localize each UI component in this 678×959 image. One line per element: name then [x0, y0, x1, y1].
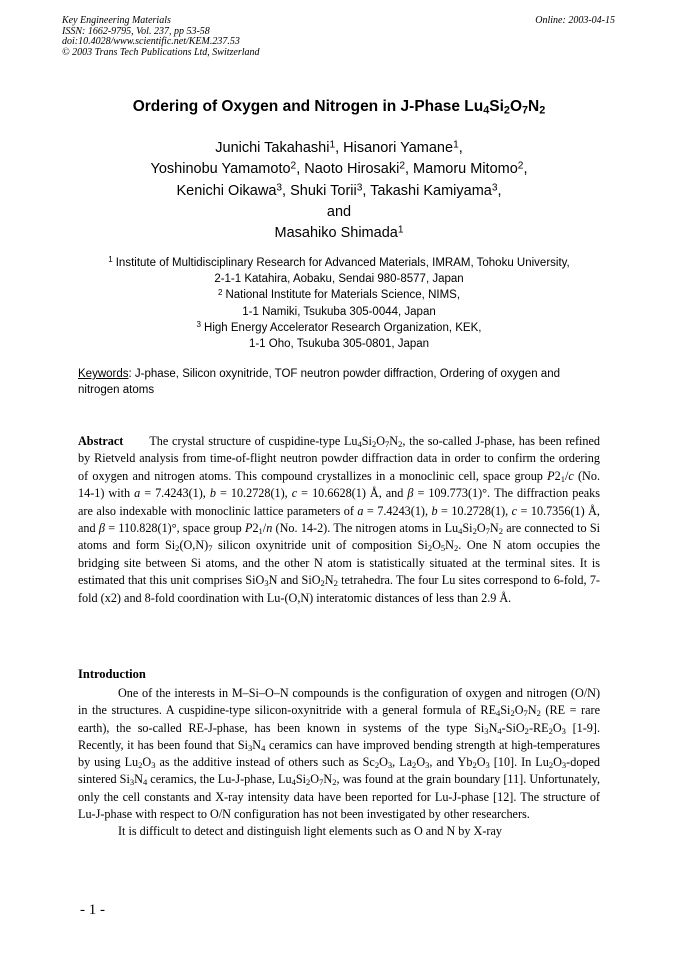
author-list — [0, 138, 678, 244]
author-conjunction: and — [326, 203, 352, 220]
page-number: - 1 - — [80, 902, 105, 918]
affiliation-2: $^2$ National Institute for Materials Science, NIMS, — [217, 287, 461, 302]
section-heading-introduction: Introduction — [78, 667, 146, 681]
doi-line: doi:10.4028/www.scientific.net/KEM.237.53 — [62, 36, 240, 47]
keywords — [78, 367, 600, 398]
introduction-paragraph-1: One of the interests in M–Si–O–N compounds is the configuration of oxygen and nitrogen (O/N) in the structures. A cuspidine-type silicon-oxynitride with a general formula of $RE_4Si_2O_7N_2$ (RE = rare earth), the so-called RE-J-phase, has been known in systems of the type $Si_3N_4-SiO_2-RE_2O_3$ [1-9]. Recently, it has been found that $Si_3N_4$ ceramics can have improved bending strength at high-temperatures by using $Lu_2O_3$ as the additive instead of others such as $Sc_2O_3$, $La_2O_3$, and $Yb_2O_3$ [10]. In $Lu_2O_3$-doped sintered $Si_3N_4$ ceramics, the Lu-J-phase, $Lu_4Si_2O_7N_2$, was found at the grain boundary [11]. Unfortunately, only the cell constants and X-ray intensity data have been reported for Lu-J-phase [12]. The structure of Lu-J-phase with respect to O/N configuration has not been investigated by other researchers. — [78, 686, 601, 822]
online-date: Online: 2003-04-15 — [535, 15, 615, 26]
copyright-line: © 2003 Trans Tech Publications Ltd, Switzerland — [62, 46, 260, 58]
author-line: Yoshinobu Yamamoto$^2$, Naoto Hirosaki$^2$, Mamoru Mitomo$^2$, — [150, 160, 528, 178]
affiliations — [0, 255, 678, 352]
affiliation-3-address: 1-1 Oho, Tsukuba 305-0801, Japan — [248, 338, 430, 351]
abstract: Abstract The crystal structure of cuspidine-type $Lu_4Si_2O_7N_2$, the so-called J-phase, has been refined by Rietveld analysis from time-of-flight neutron powder diffraction data in order to confirm the ordering of oxygen and nitrogen atoms. This compound crystallizes in a monoclinic cell, space group $P2_1/c$ (No. 14-1) with a = 7.4243(1), b = 10.2728(1), c = 10.6628(1) Å, and β = 109.773(1)°. The diffraction peaks are also indexable with monoclinic lattice parameters of a = 7.4243(1), b = 10.2728(1), c = 10.7356(1) Å, and β = 110.828(1)°, space group $P2_1/n$ (No. 14-2). The nitrogen atoms in $Lu_4Si_2O_7N_2$ are connected to Si atoms and form $Si_2(O,N)_7$ silicon oxynitride unit of composition $Si_2O_5N_2$. One N atom occupies the bridging site between Si atoms, and the other N atom is statistically situated at the terminal sites. It is estimated that this unit comprises SiO$_3$N and $SiO_2N_2$ tetrahedra. The four Lu sites correspond to 6-fold, 7-fold (x2) and 8-fold coordination with Lu-(O,N) interatomic distances of less than 2.9 Å. — [78, 434, 601, 605]
introduction-paragraph-2: It is difficult to detect and distinguish light elements such as O and N by X-ray — [118, 824, 502, 839]
author-line: Masahiko Shimada$^1$ — [274, 224, 404, 242]
affiliation-2-address: 1-1 Namiki, Tsukuba 305-0044, Japan — [242, 305, 436, 318]
abstract-label: Abstract — [78, 434, 124, 448]
affiliation-1-address: 2-1-1 Katahira, Aobaku, Sendai 980-8577, Japan — [214, 273, 464, 286]
issn-line: ISSN: 1662-9795, Vol. 237, pp 53-58 — [62, 25, 210, 37]
journal-name: Key Engineering Materials — [62, 15, 171, 26]
introduction-body — [78, 685, 600, 841]
author-line: Kenichi Oikawa$^3$, Shuki Torii$^3$, Takashi Kamiyama$^3$, — [176, 182, 502, 199]
keywords-text: : J-phase, Silicon oxynitride, TOF neutron powder diffraction, Ordering of oxygen and nitrogen atoms — [78, 368, 560, 396]
affiliation-1: $^1$ Institute of Multidisciplinary Research for Advanced Materials, IMRAM, Tohoku University, — [108, 255, 570, 269]
journal-header — [62, 16, 260, 58]
paper-title: Ordering of Oxygen and Nitrogen in J-Phase $Lu_4Si_2O_7N_2$ — [132, 98, 546, 117]
keywords-label: Keywords — [78, 368, 129, 380]
affiliation-3: $^3$ High Energy Accelerator Research Organization, KEK, — [196, 320, 482, 334]
author-line: Junichi Takahashi$^1$, Hisanori Yamane$^1$, — [215, 139, 463, 156]
